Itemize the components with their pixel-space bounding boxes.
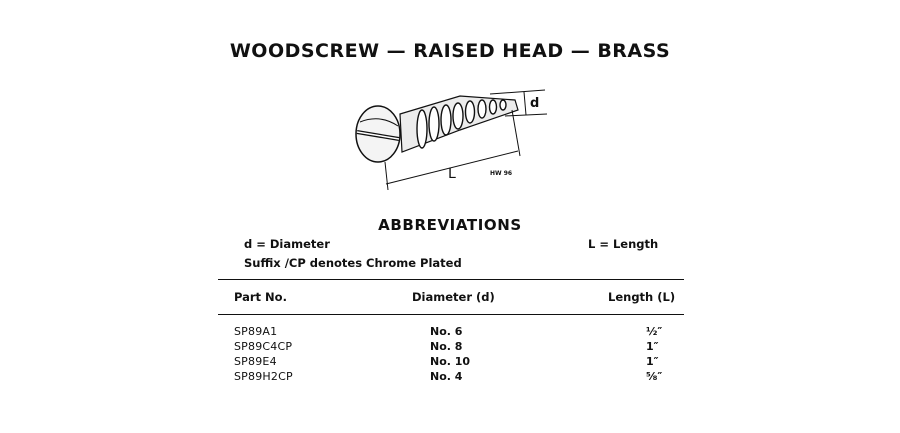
page-title: WOODSCREW — RAISED HEAD — BRASS [229, 40, 671, 62]
header-length: Length (L) [608, 290, 676, 304]
cell-part-no: SP89E4 [234, 355, 277, 368]
diameter-definition: d = Diameter [244, 237, 330, 251]
cell-diameter: No. 6 [430, 325, 463, 338]
cell-diameter: No. 4 [430, 370, 463, 383]
table-row [0, 340, 900, 355]
suffix-note: Suffix /CP denotes Chrome Plated [244, 256, 462, 270]
cell-length: 1″ [646, 355, 659, 368]
header-part-no: Part No. [234, 290, 287, 304]
table-row [0, 370, 900, 385]
length-definition: L = Length [588, 237, 659, 251]
drawing-mark: HW 96 [490, 170, 513, 177]
table-row [0, 325, 900, 340]
L-extension-right [512, 110, 520, 156]
woodscrew-drawing [340, 82, 560, 197]
cell-diameter: No. 8 [430, 340, 463, 353]
dimension-L-label: L [448, 166, 456, 182]
L-extension-left [385, 162, 388, 190]
cell-part-no: SP89C4CP [234, 340, 293, 353]
cell-diameter: No. 10 [430, 355, 471, 368]
cell-part-no: SP89A1 [234, 325, 278, 338]
cell-part-no: SP89H2CP [234, 370, 293, 383]
cell-length: 1″ [646, 340, 659, 353]
abbreviations-heading: ABBREVIATIONS [378, 216, 522, 234]
table-row [0, 355, 900, 370]
table-top-rule [218, 279, 684, 280]
table-header-rule [218, 314, 684, 315]
d-dimension-line [524, 92, 526, 115]
dimension-d-label: d [530, 96, 540, 111]
cell-length: ½″ [646, 325, 663, 338]
cell-length: ⅝″ [646, 370, 663, 383]
d-extension-top [490, 90, 545, 94]
header-diameter: Diameter (d) [412, 290, 495, 304]
